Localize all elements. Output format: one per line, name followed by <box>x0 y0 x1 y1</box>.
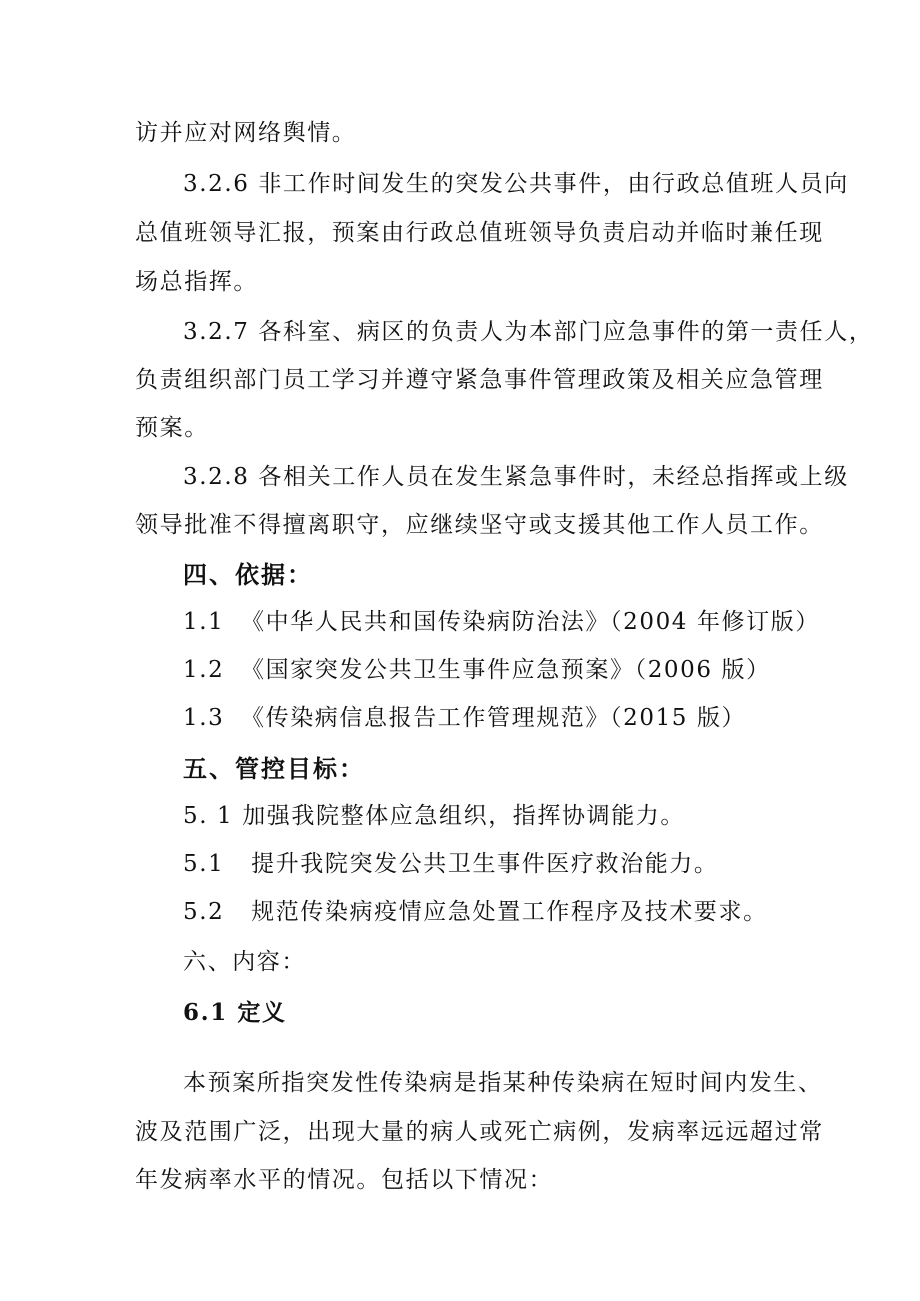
list-item: 5.2 规范传染病疫情应急处置工作程序及技术要求。 <box>183 899 768 925</box>
reference-number: 1.1 <box>183 609 225 635</box>
paragraph-line: 访并应对网络舆情。 <box>135 120 357 146</box>
paragraph-line: 年发病率水平的情况。包括以下情况： <box>135 1167 554 1193</box>
reference-item <box>183 703 746 733</box>
reference-item <box>183 607 820 637</box>
paragraph-line: 负责组织部门员工学习并遵守紧急事件管理政策及相关应急管理 <box>135 367 824 393</box>
reference-number: 1.2 <box>183 657 225 683</box>
paragraph-line: 波及范围广泛，出现大量的病人或死亡病例，发病率远远超过常 <box>135 1119 824 1145</box>
reference-item <box>183 655 771 685</box>
reference-text: 《传染病信息报告工作管理规范》（2015 版） <box>241 705 747 731</box>
paragraph-line: 领导批准不得擅离职守，应继续坚守或支援其他工作人员工作。 <box>135 512 824 538</box>
reference-text: 《中华人民共和国传染病防治法》（2004 年修订版） <box>241 609 820 635</box>
paragraph-line: 场总指挥。 <box>135 269 258 295</box>
paragraph-line: 总值班领导汇报，预案由行政总值班领导负责启动并临时兼任现 <box>135 220 824 246</box>
paragraph-line: 本预案所指突发性传染病是指某种传染病在短时间内发生、 <box>183 1070 823 1096</box>
list-item: 5. 1 加强我院整体应急组织，指挥协调能力。 <box>183 803 685 829</box>
paragraph-line: 3.2.8 各相关工作人员在发生紧急事件时，未经总指挥或上级 <box>183 464 849 490</box>
subsection-heading: 6.1 定义 <box>183 999 287 1026</box>
section-heading: 五、管控目标： <box>183 754 365 783</box>
section-heading: 六、内容： <box>183 949 306 975</box>
paragraph-line: 3.2.6 非工作时间发生的突发公共事件，由行政总值班人员向 <box>183 171 849 197</box>
reference-text: 《国家突发公共卫生事件应急预案》（2006 版） <box>241 657 771 683</box>
section-heading: 四、依据： <box>183 560 313 589</box>
reference-number: 1.3 <box>183 705 225 731</box>
paragraph-line: 预案。 <box>135 415 209 441</box>
paragraph-line: 3.2.7 各科室、病区的负责人为本部门应急事件的第一责任人， <box>183 319 874 345</box>
list-item: 5.1 提升我院突发公共卫生事件医疗救治能力。 <box>183 851 719 877</box>
